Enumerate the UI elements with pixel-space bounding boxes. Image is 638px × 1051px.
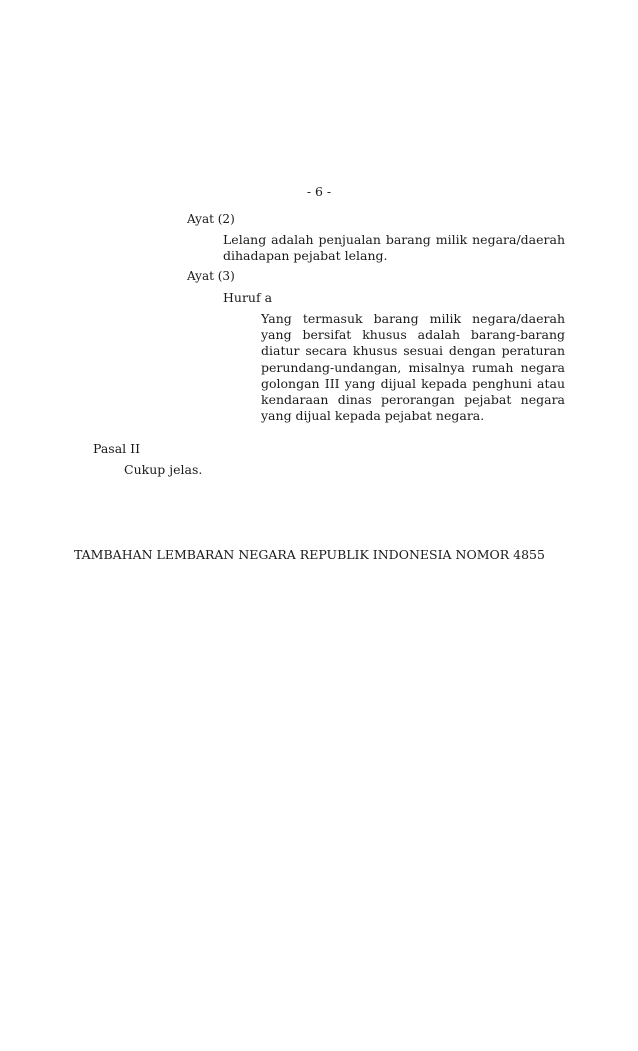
pasal-2-heading: Pasal II [93,441,141,456]
ayat-2-line: dihadapan pejabat lelang. [223,248,388,264]
huruf-a-line: kendaraan dinas perorangan pejabat negara [261,391,565,407]
huruf-a-label: Huruf a [223,290,273,305]
page-number: - 6 - [306,184,332,199]
huruf-a-line: yang bersifat khusus adalah barang-barang [261,327,565,343]
huruf-a-line: diatur secara khusus sesuai dengan peraturan [261,343,565,359]
ayat-2-label: Ayat (2) [187,212,235,226]
ayat-2-line: Lelang adalah penjualan barang milik negara/daerah [223,232,565,247]
huruf-a-line: golongan III yang dijual kepada penghuni atau [261,375,565,391]
ayat-2-paragraph [223,232,565,264]
footer-title: TAMBAHAN LEMBARAN NEGARA REPUBLIK INDONESIA NOMOR 4855 [74,547,545,562]
ayat-3-label: Ayat (3) [187,269,235,283]
huruf-a-line: yang dijual kepada pejabat negara. [261,408,485,424]
huruf-a-line: Yang termasuk barang milik negara/daerah [261,311,565,326]
huruf-a-line: perundang-undangan, misalnya rumah negara [261,359,565,375]
pasal-2-text: Cukup jelas. [124,462,203,477]
huruf-a-paragraph [261,311,565,424]
